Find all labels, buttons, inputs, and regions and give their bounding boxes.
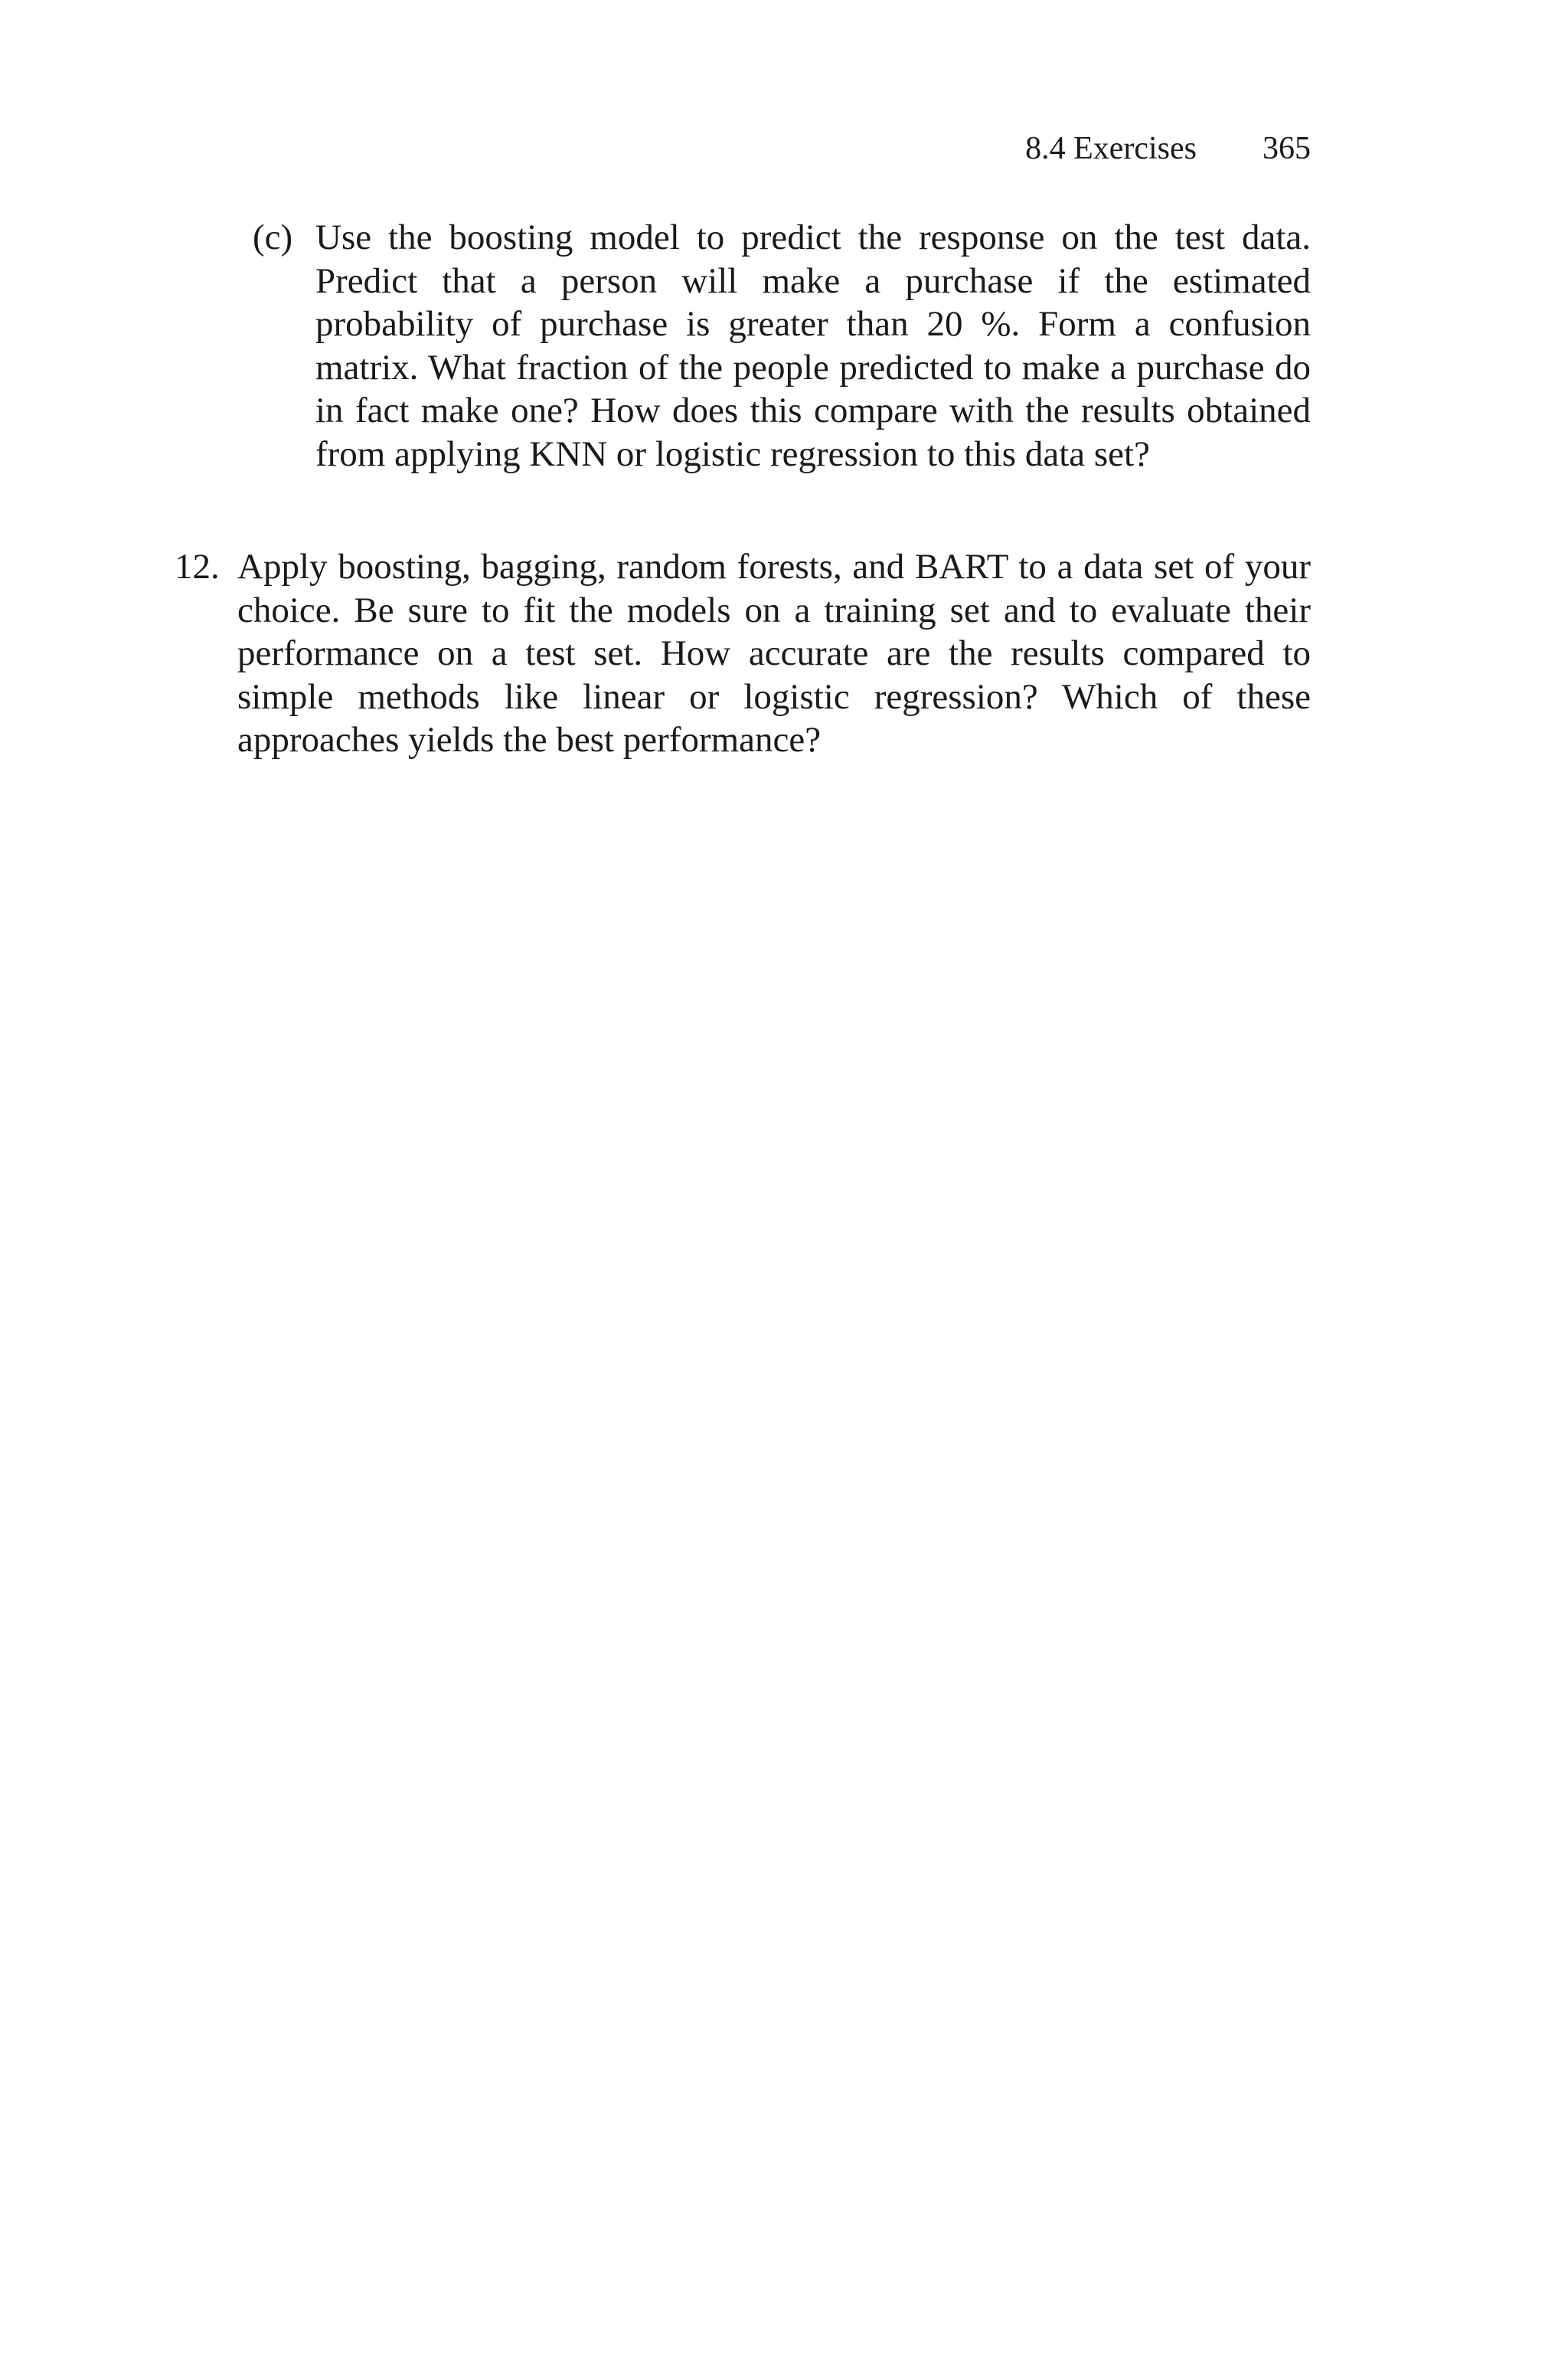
exercise-text: Apply boosting, bagging, random forests, and BART to a data set of your choice. Be sure to fit the models on a training set and to evaluate their performance on a test set. How accurate are the results compared to simple methods like linear or logistic regression? Which of these approaches yields the best performance? — [237, 547, 1311, 760]
exercise-part-c — [253, 216, 1311, 476]
running-header — [1025, 129, 1311, 168]
item-marker: 12. — [175, 547, 220, 587]
exercise-12 — [175, 545, 1311, 762]
item-marker: (c) — [253, 218, 293, 257]
section-title: 8.4 Exercises — [1025, 131, 1197, 166]
page-number: 365 — [1263, 131, 1311, 166]
exercise-text: Use the boosting model to predict the response on the test data. Predict that a person will make a purchase if the estimated probability of purchase is greater than 20 %. Form a confusion matrix. What fraction of the people predicted to make a purchase do in fact make one? How does this compare with the results obtained from applying KNN or logistic regression to this data set? — [315, 218, 1311, 474]
